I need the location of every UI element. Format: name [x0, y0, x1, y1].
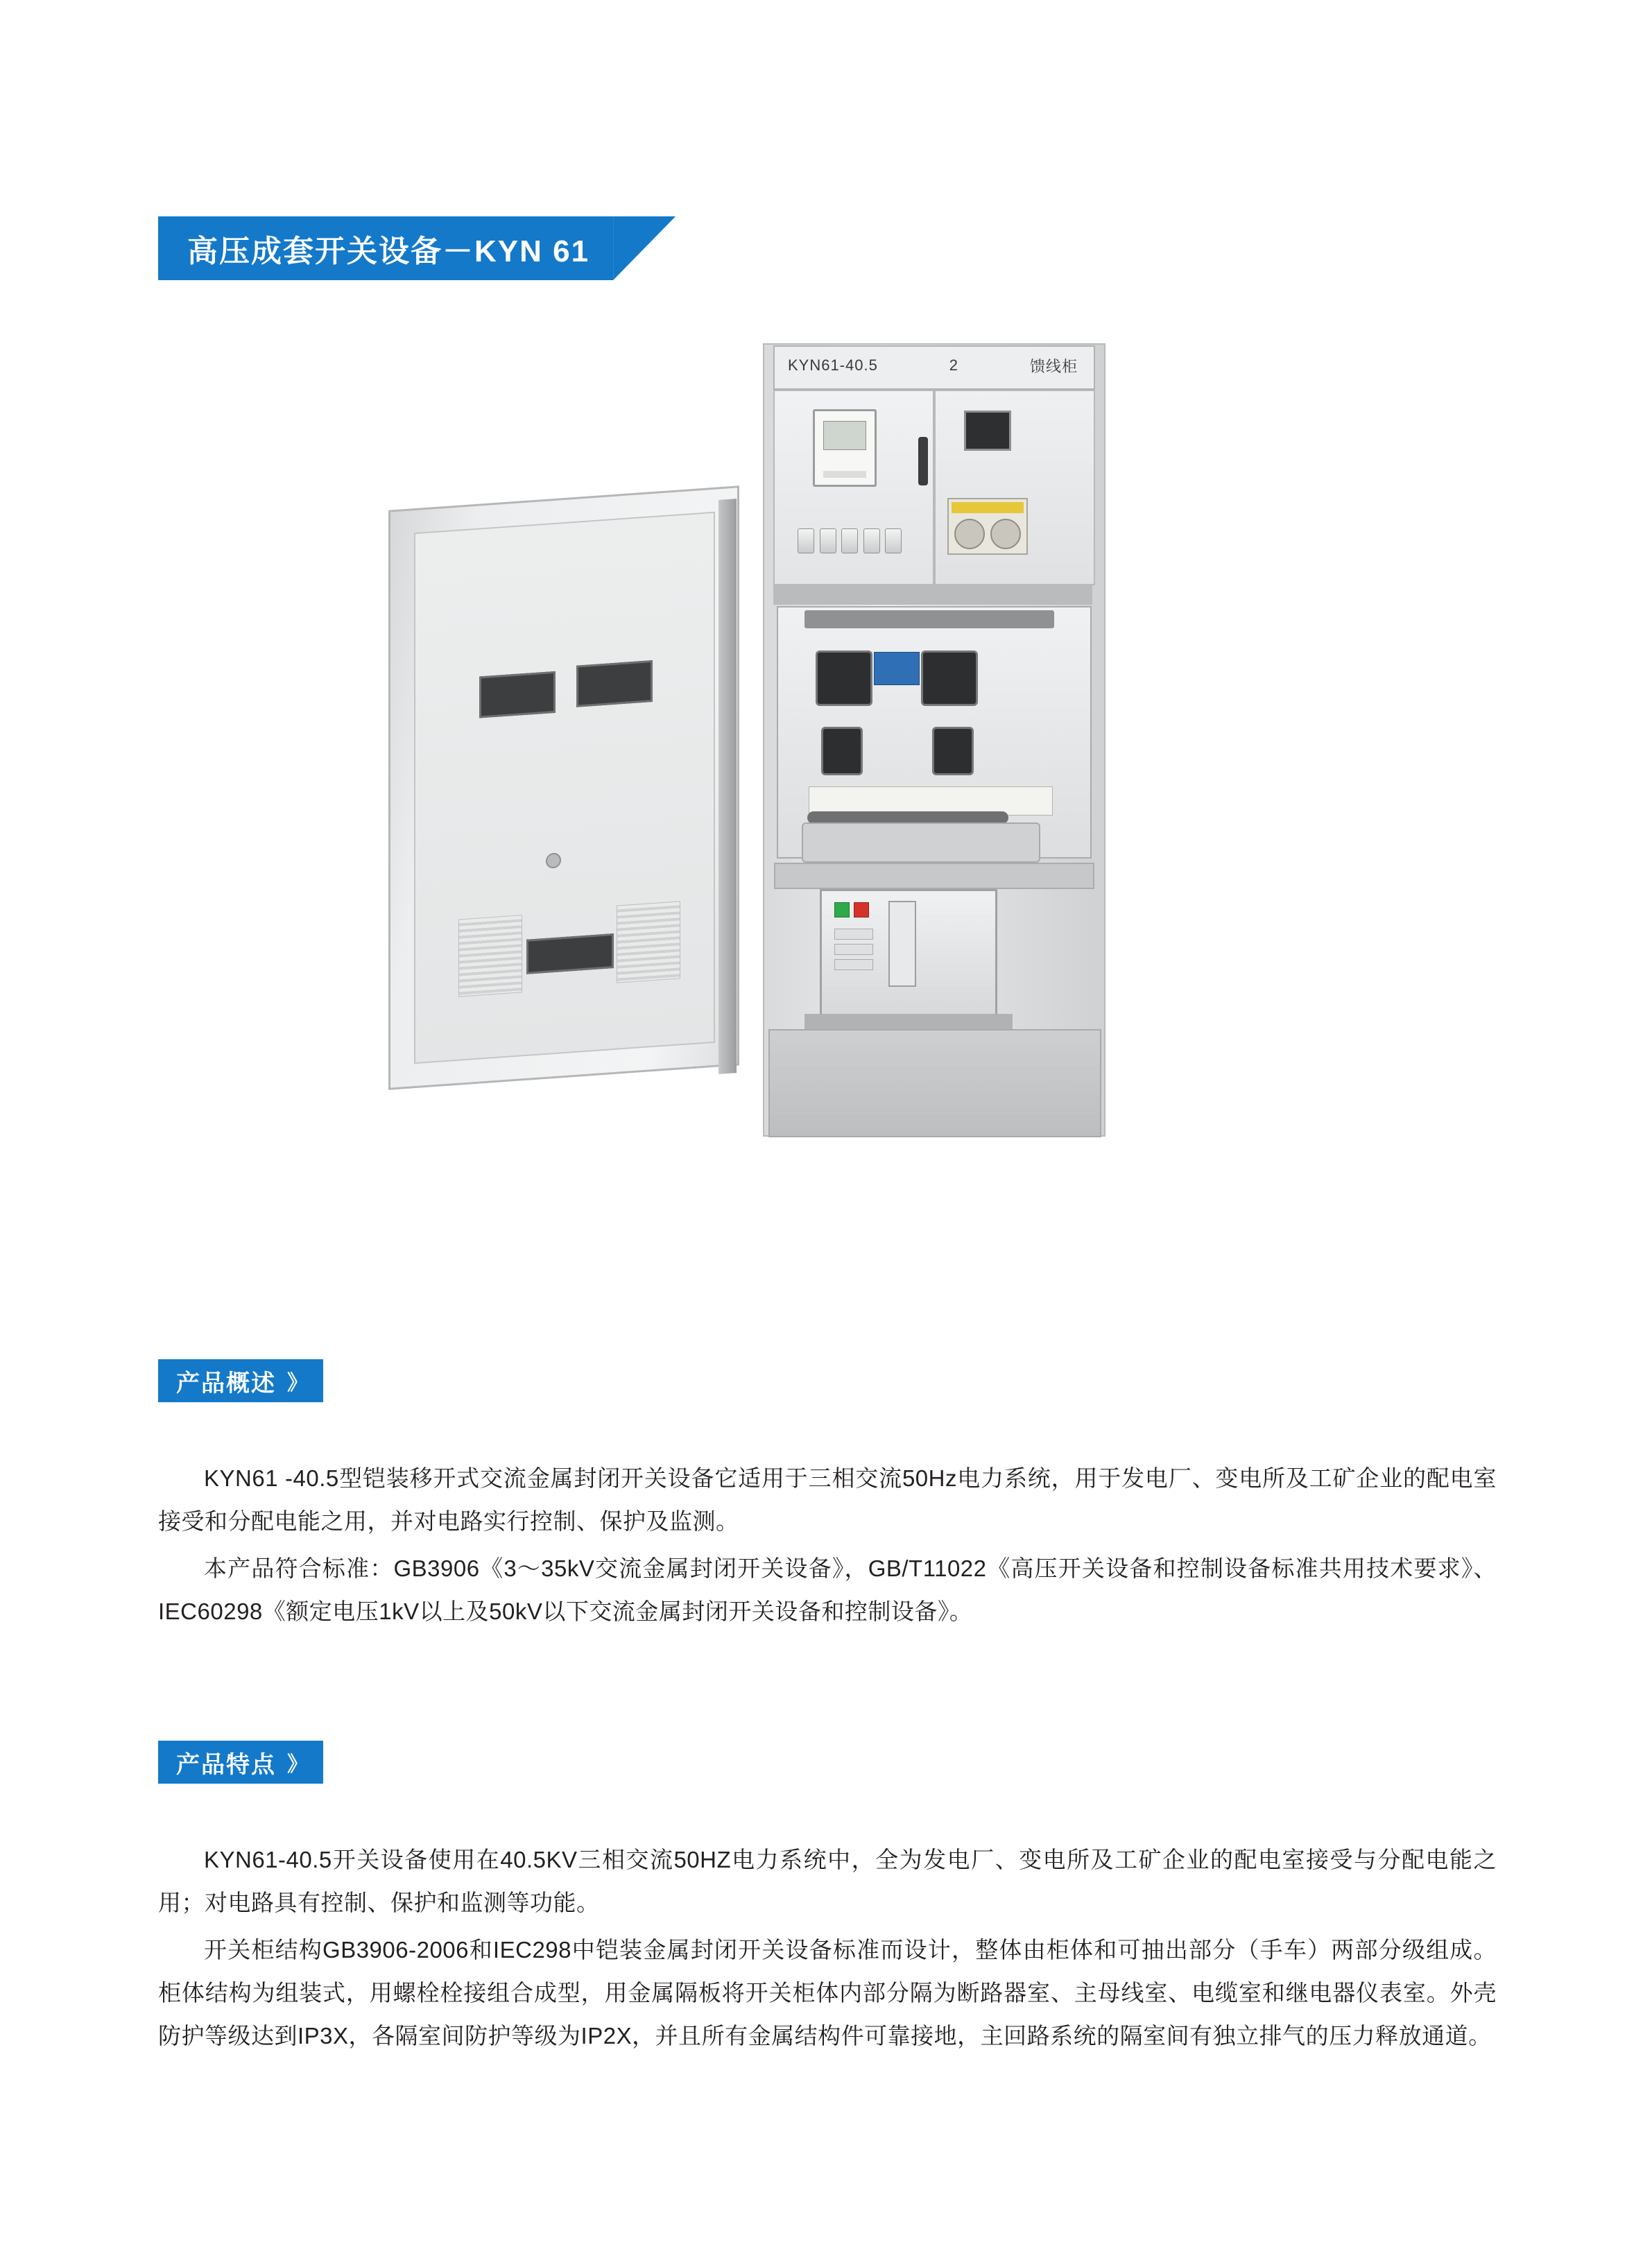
truck-label — [834, 959, 873, 970]
overview-paragraph-2: 本产品符合标准：GB3906《3～35kV交流金属封闭开关设备》，GB/T11022《高压开关设备和控制设备标准共用技术要求》、IEC60298《额定电压1kV以上及50kV以下交流金属封闭开关设备和控制设备》。 — [158, 1555, 1497, 1624]
protection-relay-display — [964, 411, 1011, 451]
bushing-icon — [816, 650, 872, 706]
bushing-icon — [921, 650, 978, 706]
truck-base — [805, 1014, 1013, 1029]
door-latch-icon — [546, 852, 561, 869]
door-edge — [719, 499, 737, 1074]
mimic-bus-strip — [952, 502, 1024, 513]
meter-screen — [823, 421, 866, 450]
features-paragraph-2: 开关柜结构GB3906-2006和IEC298中铠装金属封闭开关设备标准而设计，整体由柜体和可抽出部分（手车）两部分级组成。柜体结构为组装式，用螺栓栓接组合成型，用金属隔板将开关柜体内部分隔为断路器室、主母线室、电缆室和继电器仪表室。外壳防护等级达到IP3X，各隔室间防护等级为IP2X，并且所有金属结构件可靠接地，主回路系统的隔室间有独立排气的压力释放通道。 — [158, 1937, 1497, 2049]
control-switch-row — [798, 528, 902, 552]
section-heading-overview — [158, 1359, 323, 1402]
door-louver-icon — [458, 915, 522, 997]
chevron-right-icon: 》 — [287, 1753, 308, 1776]
section-heading-label: 产品概述 — [176, 1370, 276, 1397]
control-switch-icon — [841, 528, 858, 553]
mimic-panel — [947, 498, 1028, 555]
product-photo — [388, 326, 1137, 1179]
cabinet-divider — [773, 584, 1092, 605]
busbar — [805, 610, 1054, 628]
door-inner-panel — [414, 512, 715, 1064]
cabinet-type-text: 馈线柜 — [1029, 357, 1078, 375]
door-vent-grille-icon — [479, 671, 556, 718]
truck-rail-shelf — [774, 863, 1094, 889]
mimic-switch-icon — [954, 519, 985, 549]
door-louver-icon — [617, 901, 680, 983]
title-banner-tail — [613, 216, 676, 280]
page-title-banner — [158, 216, 676, 280]
relay-compartment-door-right — [934, 390, 1095, 585]
page-title-bar — [158, 216, 613, 280]
chevron-right-icon: 》 — [287, 1372, 308, 1395]
cabinet-plinth — [768, 1029, 1101, 1137]
cabinet-model-text: KYN61-40.5 — [788, 356, 878, 374]
cabinet-nameplate-row — [777, 348, 1089, 383]
control-switch-icon — [820, 528, 836, 553]
page-title: 高压成套开关设备－KYN 61 — [187, 234, 590, 268]
withdrawable-truck — [820, 889, 997, 1018]
indicator-lamp-green-icon — [834, 902, 850, 917]
truck-label — [834, 944, 873, 955]
truck-label — [834, 929, 873, 940]
control-switch-icon — [885, 528, 902, 553]
indicator-lamp-red-icon — [854, 902, 869, 917]
open-cabinet-door — [388, 485, 739, 1089]
truck-position-slot — [888, 901, 916, 987]
control-switch-icon — [798, 528, 814, 553]
meter-buttons — [823, 471, 866, 478]
overview-paragraph-1: KYN61 -40.5型铠装移开式交流金属封闭开关设备它适用于三相交流50Hz电力系统，用于发电厂、变电所及工矿企业的配电室接受和分配电能之用，并对电路实行控制、保护及监测。 — [158, 1465, 1497, 1534]
section-heading-label: 产品特点 — [176, 1751, 276, 1778]
door-vent-grille-icon — [576, 660, 653, 707]
control-switch-icon — [863, 528, 880, 553]
contact-box-icon — [932, 727, 974, 775]
cable-tray — [802, 822, 1040, 863]
mimic-switch-icon — [990, 519, 1021, 549]
section-heading-features — [158, 1741, 323, 1784]
multifunction-meter-icon — [813, 409, 877, 487]
features-paragraph-1: KYN61-40.5开关设备使用在40.5KV三相交流50HZ电力系统中，全为发电厂、变电所及工矿企业的配电室接受与分配电能之用；对电路具有控制、保护和监测等功能。 — [158, 1847, 1497, 1915]
blue-warning-label — [874, 652, 920, 685]
door-vent-grille-icon — [526, 933, 614, 974]
cabinet-number-text: 2 — [949, 356, 959, 374]
door-handle-icon — [918, 437, 928, 485]
contact-box-icon — [821, 727, 863, 775]
